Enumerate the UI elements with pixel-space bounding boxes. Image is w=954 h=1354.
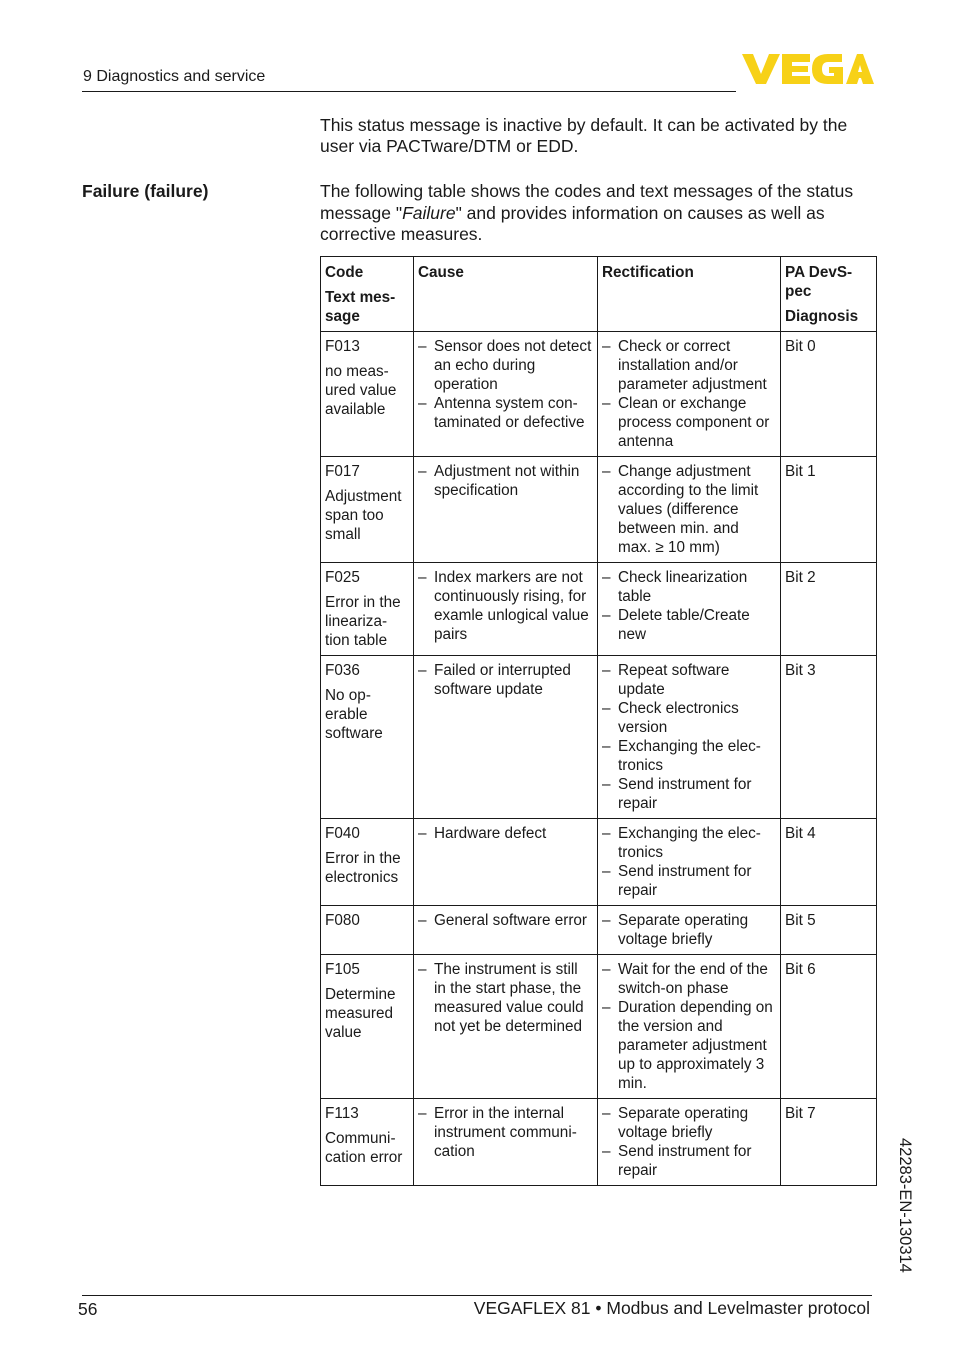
table-row bbox=[321, 1099, 877, 1186]
error-code: F013 bbox=[325, 338, 360, 355]
error-code: F036 bbox=[325, 662, 360, 679]
cell-code bbox=[321, 906, 414, 955]
footer-divider bbox=[82, 1295, 872, 1296]
table-row bbox=[321, 457, 877, 563]
cell-rectification bbox=[598, 955, 781, 1099]
list-item: – Antenna system con- taminated or defective bbox=[418, 395, 585, 431]
cell-code bbox=[321, 1099, 414, 1186]
header-divider bbox=[82, 91, 736, 92]
cell-cause bbox=[414, 656, 598, 819]
failure-status-table bbox=[320, 256, 877, 1186]
list-item: – Separate operating voltage briefly bbox=[602, 1105, 749, 1141]
document-code: 42283-EN-130314 bbox=[896, 1138, 914, 1273]
list-item: – Hardware defect bbox=[418, 825, 547, 842]
cell-diagnosis-bit: Bit 1 bbox=[781, 457, 877, 563]
list-item: – Check or correct installation and/or parameter adjustment bbox=[602, 338, 767, 393]
error-code: F040 bbox=[325, 825, 360, 842]
list-item: – Exchanging the elec- tronics bbox=[602, 738, 761, 774]
table-row bbox=[321, 656, 877, 819]
cell-diagnosis-bit: Bit 7 bbox=[781, 1099, 877, 1186]
vega-logo bbox=[742, 52, 874, 86]
error-message: Error in the lineariza- tion table bbox=[325, 594, 401, 649]
table-row bbox=[321, 563, 877, 656]
list-item: – Check linearization table bbox=[602, 569, 748, 605]
table-row bbox=[321, 955, 877, 1099]
cell-diagnosis-bit: Bit 3 bbox=[781, 656, 877, 819]
list-item: – General software error bbox=[418, 912, 588, 929]
cell-code bbox=[321, 656, 414, 819]
list-item: – Duration depending on the version and parameter adjustment up to approximately 3 min. bbox=[602, 999, 773, 1092]
error-code: F113 bbox=[325, 1105, 359, 1122]
table-row bbox=[321, 819, 877, 906]
section-header: 9 Diagnostics and service bbox=[83, 68, 266, 85]
error-message: Adjustment span too small bbox=[325, 488, 402, 543]
error-message: Determine measured value bbox=[325, 986, 396, 1041]
cell-cause bbox=[414, 563, 598, 656]
table-row bbox=[321, 906, 877, 955]
cell-code bbox=[321, 332, 414, 457]
cell-code bbox=[321, 819, 414, 906]
list-item: – Send instrument for repair bbox=[602, 863, 752, 899]
page-number: 56 bbox=[78, 1299, 98, 1319]
list-item: – Send instrument for repair bbox=[602, 776, 752, 812]
cell-cause bbox=[414, 955, 598, 1099]
cell-cause bbox=[414, 332, 598, 457]
cell-diagnosis-bit: Bit 2 bbox=[781, 563, 877, 656]
cell-diagnosis-bit: Bit 5 bbox=[781, 906, 877, 955]
header-code: Code Text mes- sage bbox=[321, 257, 414, 332]
error-code: F080 bbox=[325, 912, 360, 929]
list-item: – The instrument is still in the start phase, the measured value could not yet be determined bbox=[418, 961, 584, 1035]
error-message: Error in the electronics bbox=[325, 850, 401, 886]
list-item: – Clean or exchange process component or antenna bbox=[602, 395, 770, 450]
list-item: – Repeat software update bbox=[602, 662, 730, 698]
list-item: – Send instrument for repair bbox=[602, 1143, 752, 1179]
cell-cause bbox=[414, 819, 598, 906]
footer-doc-title: VEGAFLEX 81 • Modbus and Levelmaster protocol bbox=[473, 1298, 870, 1318]
list-item: – Wait for the end of the switch-on phase bbox=[602, 961, 768, 997]
list-item: – Check electronics version bbox=[602, 700, 739, 736]
error-message: No op- erable software bbox=[325, 687, 383, 742]
cell-rectification bbox=[598, 457, 781, 563]
failure-section-title: Failure (failure) bbox=[82, 181, 209, 201]
header-pa-devspec: PA DevS- pec Diagnosis bbox=[781, 257, 877, 332]
list-item: – Exchanging the elec- tronics bbox=[602, 825, 761, 861]
cell-diagnosis-bit: Bit 0 bbox=[781, 332, 877, 457]
list-item: – Index markers are not continuously rising, for examle unlogical value pairs bbox=[418, 569, 589, 643]
list-item: – Delete table/Create new bbox=[602, 607, 750, 643]
list-item: – Change adjustment according to the limit values (difference between min. and max. ≥ 10 mm) bbox=[602, 463, 759, 556]
list-item: – Sensor does not detect an echo during operation bbox=[418, 338, 592, 393]
cell-cause bbox=[414, 1099, 598, 1186]
cell-code bbox=[321, 955, 414, 1099]
table-header-row bbox=[321, 257, 877, 332]
error-code: F105 bbox=[325, 961, 360, 978]
cell-code bbox=[321, 563, 414, 656]
cell-rectification bbox=[598, 819, 781, 906]
cell-code bbox=[321, 457, 414, 563]
error-message: Communi- cation error bbox=[325, 1130, 403, 1166]
header-cause: Cause bbox=[414, 257, 598, 332]
cell-rectification bbox=[598, 563, 781, 656]
list-item: – Adjustment not within specification bbox=[418, 463, 580, 499]
cell-rectification bbox=[598, 332, 781, 457]
header-rectification: Rectification bbox=[598, 257, 781, 332]
cell-cause bbox=[414, 906, 598, 955]
cell-rectification bbox=[598, 1099, 781, 1186]
list-item: – Separate operating voltage briefly bbox=[602, 912, 749, 948]
cell-diagnosis-bit: Bit 4 bbox=[781, 819, 877, 906]
table-row bbox=[321, 332, 877, 457]
list-item: – Failed or interrupted software update bbox=[418, 662, 571, 698]
cell-rectification bbox=[598, 906, 781, 955]
cell-rectification bbox=[598, 656, 781, 819]
error-code: F025 bbox=[325, 569, 360, 586]
cell-diagnosis-bit: Bit 6 bbox=[781, 955, 877, 1099]
cell-cause bbox=[414, 457, 598, 563]
error-message: no meas- ured value available bbox=[325, 363, 397, 418]
failure-description: The following table shows the codes and text messages of the status message "Failure" and provides information on causes as well as corrective measures. bbox=[320, 181, 854, 244]
list-item: – Error in the internal instrument communi- cation bbox=[418, 1105, 577, 1160]
intro-paragraph: This status message is inactive by default. It can be activated by the user via PACTware/DTM or EDD. bbox=[320, 115, 848, 156]
error-code: F017 bbox=[325, 463, 360, 480]
